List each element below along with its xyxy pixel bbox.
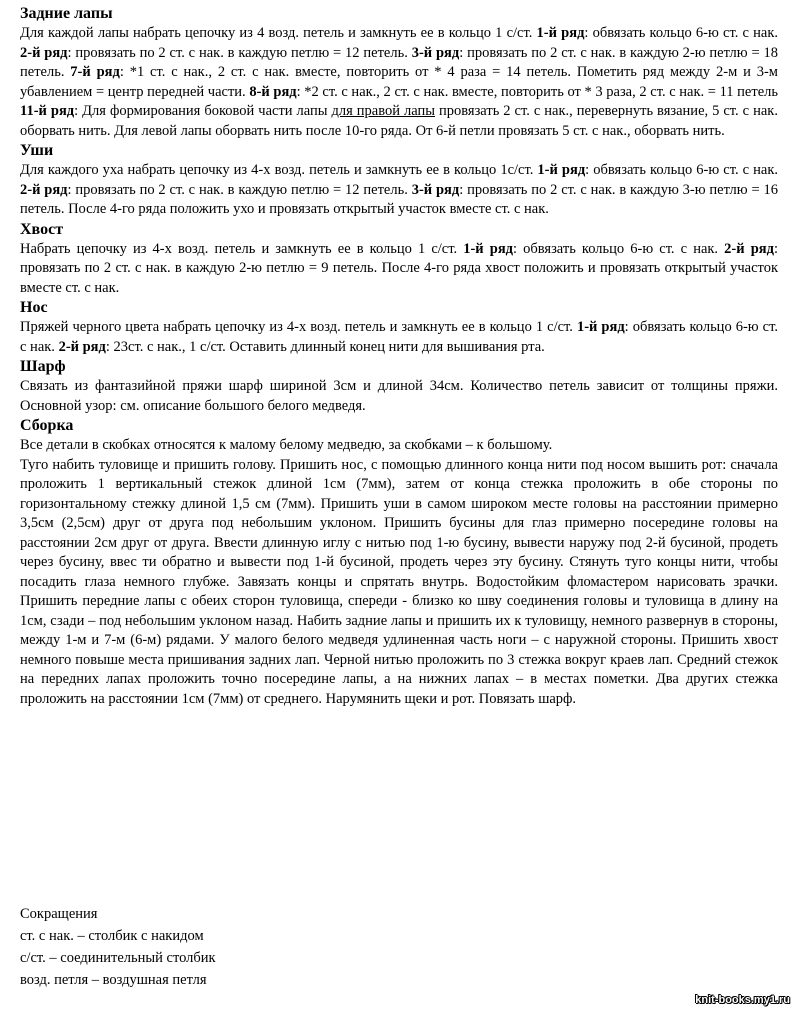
section-paragraph: Связать из фантазийной пряжи шарф шириной 3см и длиной 34см. Количество петель зависит от толщины пряжи. Основной узор: см. описание большого белого медведя. xyxy=(20,378,778,414)
row-label: 2-й ряд xyxy=(20,44,68,61)
section-paragraph: Все детали в скобках относятся к малому белому медведю, за скобками – к большому. xyxy=(20,437,553,453)
section-title: Шарф xyxy=(20,358,66,375)
section xyxy=(20,141,778,220)
row-label: 11-й ряд xyxy=(20,103,75,119)
underlined-text: для правой лапы xyxy=(331,103,435,119)
section xyxy=(20,416,778,709)
document-page xyxy=(20,0,778,709)
abbreviation-item: с/ст. – соединительный столбик xyxy=(20,950,216,966)
section xyxy=(20,4,778,141)
row-label: 1-й ряд xyxy=(463,240,513,257)
watermark: knit-books.my1.ru xyxy=(695,994,790,1006)
section-paragraph: Набрать цепочку из 4-х возд. петель и замкнуть ее в кольцо 1 с/ст. 1-й ряд: обвязать кольцо 6-ю ст. с нак. 2-й ряд: провязать по 2 ст. с нак. в каждую 2-ю петлю = 9 петель. После 4-го ряда хвост положить и провязать открытый участок вместе ст. с нак. xyxy=(20,240,778,296)
row-label: 7-й ряд xyxy=(70,64,120,80)
section-paragraph: Пряжей черного цвета набрать цепочку из 4-х возд. петель и замкнуть ее в кольцо 1 с/ст. 1-й ряд: обвязать кольцо 6-ю ст. с нак. 2-й ряд: 23ст. с нак., 1 с/ст. Оставить длинный конец нити для вышивания рта. xyxy=(20,319,778,355)
row-label: 8-й ряд xyxy=(249,83,297,100)
section-title: Задние лапы xyxy=(20,5,113,22)
row-label: 2-й ряд xyxy=(20,181,68,198)
section-paragraph: Для каждой лапы набрать цепочку из 4 возд. петель и замкнуть ее в кольцо 1 с/ст. 1-й ряд: обвязать кольцо 6-ю ст. с нак. 2-й ряд: провязать по 2 ст. с нак. в каждую петлю = 12 петель. 3-й ряд: провязать по 2 ст. с нак. в каждую 2-ю петлю = 18 петель. 7-й ряд: *1 ст. с нак., 2 ст. с нак. вместе, повторить от * 4 раза = 14 петель. Пометить ряд между 2-м и 3-м убавлением = центр передней части. 8-й ряд: *2 ст. с нак., 2 ст. с нак. вместе, повторить от * 3 раза, 2 ст. с нак. = 11 петель 11-й ряд: Для формирования боковой части лапы для правой лапы провязать 2 ст. с нак., перевернуть вязание, 5 ст. с нак. оборвать нить. Для левой лапы оборвать нить после 10-го ряда. От 6-й петли провязать 5 ст. с нак., оборвать нить. xyxy=(20,25,778,139)
section-title: Хвост xyxy=(20,220,64,238)
row-label: 3-й ряд xyxy=(411,181,460,198)
section-title: Уши xyxy=(20,142,54,159)
section-paragraph: Туго набить туловище и пришить голову. Пришить нос, с помощью длинного конца нити под носом вышить рот: сначала проложить 1 вертикальный стежок длиной 1см (7мм), затем от конца стежка проложить в обе стороны по горизонтальному стежку длиной 1,5 см (7мм). Пришить уши в самом широком месте головы на расстоянии примерно 3,5см (2,5см) друг от друга под небольшим уклоном. Пришить бусины для глаз примерно посередине головы на расстоянии 2см друг от друга. Ввести длинную иглу с нитью под 1-ю бусину, вывести наружу под 2-й бусиной, продеть через бусину, ввес ти обратно и вывести под 1-й бусиной, продеть через эту бусину. Стянуть туго концы нити, чтобы посадить глаза немного глубже. Завязать концы и спрятать внутрь. Водостойким фломастером нарисовать зрачки. Пришить передние лапы с обеих сторон туловища, спереди - близко ко шву соединения головы и туловища в длину на 1см, сзади – под небольшим уклоном назад. Набить задние лапы и пришить их к туловищу, немного развернув в стороны, между 1-м и 7-м (6-м) рядами. У малого белого медведя удлиненная часть ноги – с наружной стороны. Пришить хвост немного повыше места пришивания задних лап. Черной нитью проложить по 3 стежка вокруг краев лап. Средний стежок на передних лапах проложить точно посередине лапы, а на нижних лапах – в местах пометки. Два других стежка проложить на расстоянии 1см (7мм) от среднего. Нарумянить щеки и рот. Повязать шарф. xyxy=(20,456,778,707)
abbreviation-item: ст. с нак. – столбик с накидом xyxy=(20,928,204,944)
row-label: 1-й ряд xyxy=(576,319,625,335)
section-paragraph: Для каждого уха набрать цепочку из 4-х возд. петель и замкнуть ее в кольцо 1с/ст. 1-й ряд: обвязать кольцо 6-ю ст. с нак. 2-й ряд: провязать по 2 ст. с нак. в каждую петлю = 12 петель. 3-й ряд: провязать по 2 ст. с нак. в каждую 3-ю петлю = 16 петель. После 4-го ряда положить ухо и провязать открытый участок вместе ст. с нак. xyxy=(20,162,779,217)
section-title: Сборка xyxy=(20,417,74,434)
row-label: 3-й ряд xyxy=(411,44,460,61)
row-label: 2-й ряд xyxy=(58,338,106,355)
row-label: 2-й ряд xyxy=(724,240,774,257)
section xyxy=(20,220,778,299)
row-label: 1-й ряд xyxy=(536,25,585,41)
section xyxy=(20,298,778,357)
row-label: 1-й ряд xyxy=(537,162,586,178)
section-title: Нос xyxy=(20,299,48,316)
abbreviation-item: возд. петля – воздушная петля xyxy=(20,972,207,988)
abbreviations-title: Сокращения xyxy=(20,906,98,922)
section xyxy=(20,357,778,416)
abbreviations-block xyxy=(20,903,420,991)
